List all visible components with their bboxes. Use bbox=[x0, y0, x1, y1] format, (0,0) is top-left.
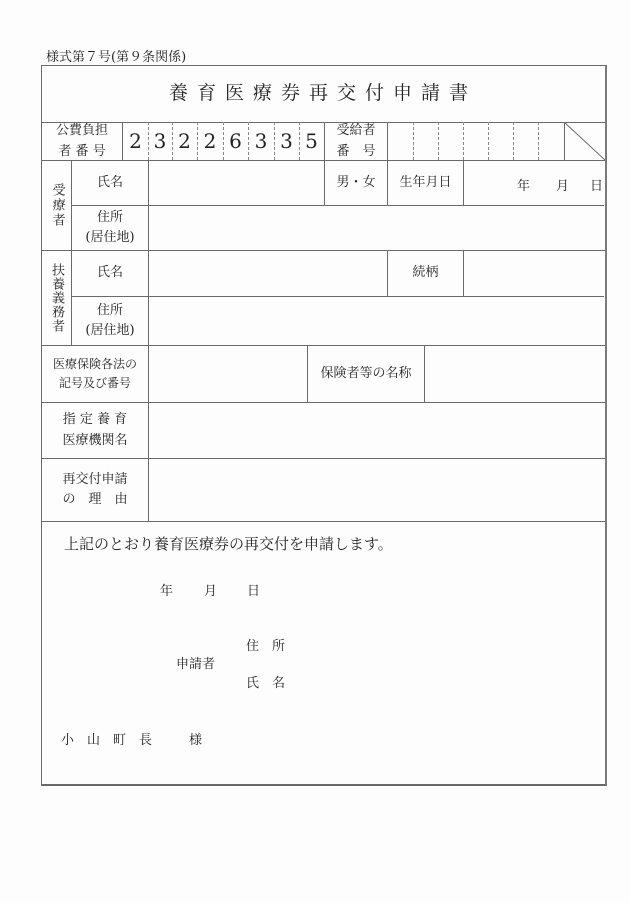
applicant-address-label: 住 所 bbox=[246, 639, 286, 654]
recipient-digit-field[interactable] bbox=[438, 123, 463, 160]
guardian-name-field[interactable] bbox=[149, 251, 387, 296]
recipient-digit-field[interactable] bbox=[463, 123, 488, 160]
patient-address-label: 住所 (居住地) bbox=[85, 209, 135, 245]
application-date-field[interactable]: 年 月 日 bbox=[160, 584, 261, 599]
diagonal-slash bbox=[564, 122, 605, 160]
institution-label: 指 定 養 育 医療機関名 bbox=[62, 412, 128, 448]
reason-label: 再交付申請 の 理 由 bbox=[62, 471, 128, 507]
insurance-number-label: 医療保険各法の 記号及び番号 bbox=[52, 357, 137, 390]
addressee-honorific: 様 bbox=[189, 733, 203, 748]
guardian-relation-field[interactable] bbox=[464, 251, 604, 296]
guardian-name-label: 氏名 bbox=[96, 265, 123, 281]
guardian-address-label: 住所 (居住地) bbox=[85, 302, 135, 338]
recipient-digit-field[interactable] bbox=[513, 123, 538, 160]
public-payer-digit[interactable]: 2 bbox=[203, 129, 217, 153]
recipient-digit-field[interactable] bbox=[488, 123, 513, 160]
recipient-digit-field[interactable] bbox=[413, 123, 438, 160]
recipient-number-label: 受給者 番 号 bbox=[336, 123, 376, 159]
public-payer-label: 公費負担 者 番 号 bbox=[55, 123, 108, 159]
patient-birthdate-field[interactable]: 年 月 日 bbox=[517, 179, 604, 194]
reason-field[interactable] bbox=[149, 459, 604, 521]
insurance-number-field[interactable] bbox=[149, 346, 307, 402]
guardian-relation-label: 続柄 bbox=[412, 265, 439, 281]
patient-address-field[interactable] bbox=[149, 206, 604, 250]
patient-birth-label: 生年月日 bbox=[399, 174, 452, 190]
public-payer-digit[interactable]: 5 bbox=[305, 129, 318, 153]
institution-field[interactable] bbox=[149, 403, 604, 458]
insurer-name-field[interactable] bbox=[425, 346, 604, 402]
guardian-section-label: 扶養義務者 bbox=[49, 263, 64, 333]
form-title: 養育医療券再交付申請書 bbox=[168, 82, 477, 105]
public-payer-digit[interactable]: 2 bbox=[129, 129, 142, 153]
public-payer-digit[interactable]: 2 bbox=[178, 129, 191, 153]
insurer-name-label: 保険者等の名称 bbox=[320, 365, 412, 381]
guardian-address-field[interactable] bbox=[149, 297, 604, 345]
patient-section-label: 受療者 bbox=[49, 183, 65, 228]
addressee: 小 山 町 長 bbox=[61, 733, 153, 748]
recipient-digit-field[interactable] bbox=[388, 123, 413, 160]
public-payer-digit[interactable]: 3 bbox=[153, 129, 167, 153]
applicant-label: 申請者 bbox=[176, 657, 216, 672]
recipient-digit-field[interactable] bbox=[538, 123, 564, 160]
public-payer-digit[interactable]: 3 bbox=[280, 129, 293, 153]
applicant-name-label: 氏 名 bbox=[246, 676, 286, 691]
patient-name-field[interactable] bbox=[149, 161, 324, 205]
public-payer-digit[interactable]: 6 bbox=[229, 129, 242, 153]
public-payer-digit[interactable]: 3 bbox=[254, 129, 268, 153]
form-number: 様式第７号(第９条関係) bbox=[46, 50, 187, 65]
patient-sex-selector[interactable]: 男・女 bbox=[336, 174, 376, 190]
patient-name-label: 氏名 bbox=[96, 174, 123, 190]
declaration-statement: 上記のとおり養育医療券の再交付を申請します。 bbox=[64, 535, 393, 553]
